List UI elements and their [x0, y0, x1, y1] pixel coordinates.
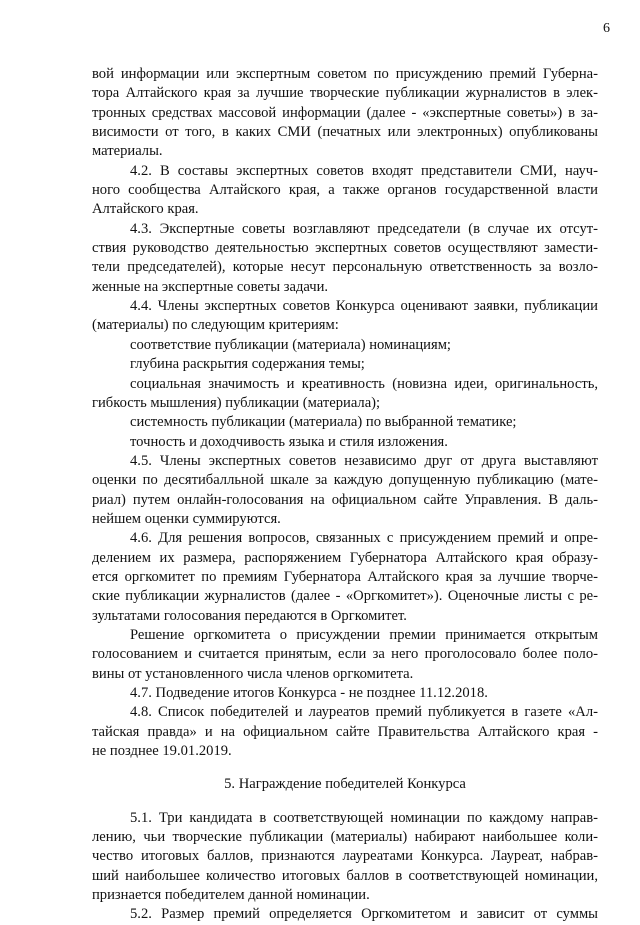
paragraph-4-6-line: 4.6. Для решения вопросов, связанных с присуждением премий и опре- — [130, 530, 598, 547]
criteria-item: точность и доходчивость языка и стиля изложения. — [130, 433, 448, 450]
text-line: ется оргкомитет по премиям Губернатора Алтайского края за лучшие творче- — [92, 568, 598, 585]
text-line: вины от установленного числа членов оргкомитета. — [92, 665, 414, 682]
criteria-item: соответствие публикации (материала) номинациям; — [130, 336, 451, 353]
paragraph-4-8-line: 4.8. Список победителей и лауреатов премий публикуется в газете «Ал- — [130, 704, 598, 721]
text-line: вой информации или экспертным советом по присуждению премий Губерна- — [92, 66, 598, 82]
text-line: тора Алтайского края за лучшие творческие публикации журналистов в элек- — [92, 85, 598, 102]
page-number: 6 — [603, 21, 610, 36]
paragraph-4-2-line: 4.2. В составы экспертных советов входят представители СМИ, науч- — [130, 162, 598, 179]
text-line: висимости от того, в каких СМИ (печатных или электронных) опубликованы — [92, 124, 598, 141]
paragraph-5-1-line: 5.1. Три кандидата в соответствующей номинации по каждому направ- — [130, 809, 598, 826]
text-line: (материалы) по следующим критериям: — [92, 317, 339, 334]
text-line: тели председателей), которые несут персональную ответственность за возло- — [92, 259, 598, 276]
paragraph-4-7-line: 4.7. Подведение итогов Конкурса - не позднее 11.12.2018. — [130, 685, 488, 701]
text-line: лению, чьи творческие публикации (материалы) набирают наибольшее коли- — [92, 829, 598, 846]
paragraph-4-3-line: 4.3. Экспертные советы возглавляют председатели (в случае их отсут- — [130, 220, 598, 237]
text-line: делением их размера, распоряжением Губернатора Алтайского края образу- — [92, 549, 598, 566]
paragraph-4-5-line: 4.5. Члены экспертных советов независимо друг от друга выставляют — [130, 452, 598, 469]
document-body — [92, 65, 598, 925]
text-line: риал) путем онлайн-голосования на официальном сайте Управления. В даль- — [92, 491, 598, 508]
text-line: зультатами голосования передаются в Оргкомитет. — [92, 607, 407, 624]
criteria-item: социальная значимость и креативность (новизна идеи, оригинальность, — [130, 375, 598, 392]
text-line: тронных средствах массовой информации (далее - «экспертные советы») в за- — [92, 104, 598, 121]
text-line: тайская правда» и на официальном сайте Правительства Алтайского края - — [92, 723, 598, 740]
paragraph-decision-line: Решение оргкомитета о присуждении премии принимается открытым — [130, 626, 598, 643]
criteria-item: глубина раскрытия содержания темы; — [130, 356, 365, 373]
text-line: чество итоговых баллов, признаются лауреатами Конкурса. Лауреат, набрав- — [92, 848, 598, 865]
criteria-item: системность публикации (материала) по выбранной тематике; — [130, 414, 517, 431]
text-line: голосованием и считается принятым, если за него проголосовало более поло- — [92, 646, 598, 663]
text-line: Алтайского края. — [92, 201, 199, 218]
text-line: оценки по десятибалльной шкале за каждую допущенную публикацию (мате- — [92, 472, 598, 489]
text-line: ший наибольшее количество итоговых баллов в соответствующей номинации, — [92, 867, 598, 884]
text-line: гибкость мышления) публикации (материала); — [92, 394, 381, 411]
section-heading: 5. Награждение победителей Конкурса — [224, 776, 466, 793]
text-line: признается победителем данной номинации. — [92, 887, 370, 904]
text-line: нейшем оценки суммируются. — [92, 510, 281, 527]
text-line: материалы. — [92, 143, 163, 160]
text-line: ские публикации журналистов (далее - «Оргкомитет»). Оценочные листы с ре- — [92, 588, 598, 605]
text-line: ствия руководство деятельностью экспертных советов осуществляют замести- — [92, 240, 598, 257]
text-line: не позднее 19.01.2019. — [92, 743, 232, 760]
text-line: ного сообщества Алтайского края, а также органов государственной власти — [92, 182, 598, 199]
paragraph-5-2-line: 5.2. Размер премий определяется Оргкомитетом и зависит от суммы — [130, 906, 598, 923]
paragraph-4-4-line: 4.4. Члены экспертных советов Конкурса оценивают заявки, публикации — [130, 298, 598, 315]
text-line: женные на экспертные советы задачи. — [92, 278, 329, 295]
